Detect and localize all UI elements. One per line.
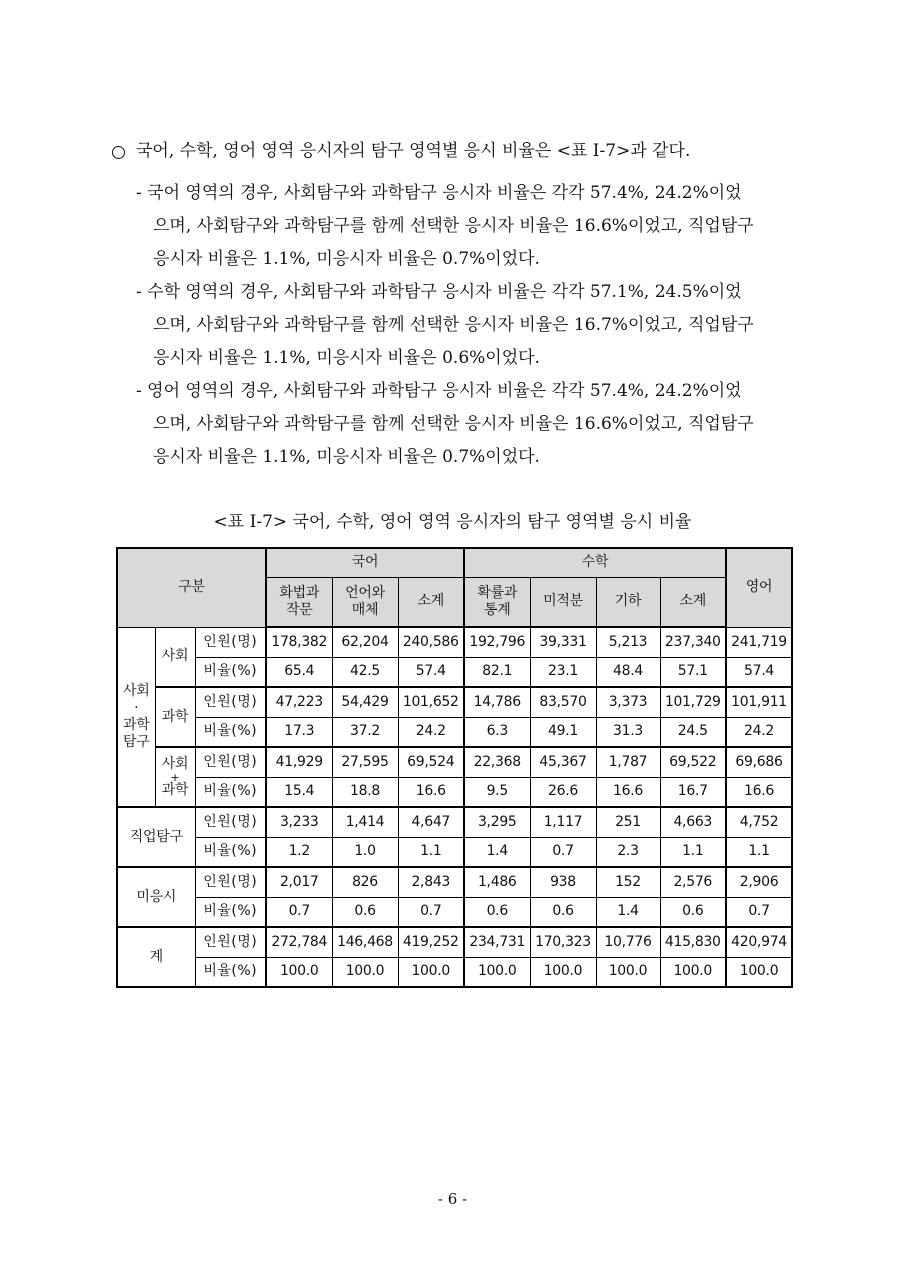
cell: 24.5 [660, 717, 726, 747]
cell: 4,752 [726, 807, 792, 837]
cell: 0.7 [266, 897, 332, 927]
cell: 101,911 [726, 687, 792, 717]
cell: 16.6 [398, 777, 464, 807]
cell: 83,570 [530, 687, 596, 717]
header-subtotal-korean: 소계 [398, 577, 464, 627]
cell: 0.6 [530, 897, 596, 927]
cell: 24.2 [726, 717, 792, 747]
label-ratio: 비율(%) [195, 717, 266, 747]
cell: 5,213 [596, 627, 660, 657]
cell: 1.4 [464, 837, 530, 867]
label-ratio: 비율(%) [195, 657, 266, 687]
cell: 26.6 [530, 777, 596, 807]
label-ratio: 비율(%) [195, 837, 266, 867]
cell: 31.3 [596, 717, 660, 747]
intro-paragraph: 국어, 수학, 영어 영역 응시자의 탐구 영역별 응시 비율은 <표 Ⅰ-7>과 같다. [136, 141, 691, 161]
label-absent: 미응시 [117, 867, 195, 927]
cell: 57.4 [726, 657, 792, 687]
header-math: 수학 [464, 548, 726, 577]
item-3-line-2: 으며, 사회탐구와 과학탐구를 함께 선택한 응시자 비율은 16.6%이었고, 직업탐구 [153, 414, 754, 434]
cell: 101,652 [398, 687, 464, 717]
table-row-both-ratio [117, 777, 792, 807]
cell: 0.7 [726, 897, 792, 927]
cell: 272,784 [266, 927, 332, 957]
cell: 100.0 [660, 957, 726, 987]
table-row-social-ratio [117, 657, 792, 687]
cell: 419,252 [398, 927, 464, 957]
cell: 41,929 [266, 747, 332, 777]
cell: 240,586 [398, 627, 464, 657]
label-count: 인원(명) [195, 687, 266, 717]
cell: 237,340 [660, 627, 726, 657]
cell: 27,595 [332, 747, 398, 777]
cell: 1.1 [726, 837, 792, 867]
cell: 62,204 [332, 627, 398, 657]
label-count: 인원(명) [195, 927, 266, 957]
cell: 192,796 [464, 627, 530, 657]
header-subtotal-math: 소계 [660, 577, 726, 627]
cell: 49.1 [530, 717, 596, 747]
label-count: 인원(명) [195, 807, 266, 837]
table-row-absent-count [117, 867, 792, 897]
item-1-line-2: 으며, 사회탐구와 과학탐구를 함께 선택한 응시자 비율은 16.6%이었고, 직업탐구 [153, 216, 754, 236]
cell: 1.2 [266, 837, 332, 867]
cell: 54,429 [332, 687, 398, 717]
cell: 0.7 [398, 897, 464, 927]
header-english: 영어 [726, 548, 792, 627]
cell: 2,576 [660, 867, 726, 897]
table-row-total-count [117, 927, 792, 957]
label-social-science-inquiry: 사회 · 과학 탐구 [117, 627, 155, 807]
cell: 22,368 [464, 747, 530, 777]
item-3-line-3: 응시자 비율은 1.1%, 미응시자 비율은 0.7%이었다. [153, 447, 540, 467]
cell: 2,843 [398, 867, 464, 897]
page-number: - 6 - [437, 1190, 468, 1208]
cell: 100.0 [464, 957, 530, 987]
bullet-circle-icon [112, 146, 125, 159]
cell: 9.5 [464, 777, 530, 807]
cell: 4,647 [398, 807, 464, 837]
exam-ratio-table [116, 547, 793, 988]
cell: 4,663 [660, 807, 726, 837]
cell: 100.0 [266, 957, 332, 987]
label-vocational: 직업탐구 [117, 807, 195, 867]
label-ratio: 비율(%) [195, 897, 266, 927]
cell: 0.6 [660, 897, 726, 927]
label-count: 인원(명) [195, 747, 266, 777]
cell: 826 [332, 867, 398, 897]
cell: 100.0 [596, 957, 660, 987]
header-hwabeop: 화법과 작문 [266, 577, 332, 627]
cell: 23.1 [530, 657, 596, 687]
cell: 18.8 [332, 777, 398, 807]
cell: 251 [596, 807, 660, 837]
table-row-science-count [117, 687, 792, 717]
label-count: 인원(명) [195, 867, 266, 897]
cell: 24.2 [398, 717, 464, 747]
cell: 16.7 [660, 777, 726, 807]
cell: 47,223 [266, 687, 332, 717]
label-social: 사회 [155, 627, 195, 687]
item-3-line-1: - 영어 영역의 경우, 사회탐구와 과학탐구 응시자 비율은 각각 57.4%, 24.2%이었 [136, 381, 742, 401]
cell: 0.6 [464, 897, 530, 927]
cell: 101,729 [660, 687, 726, 717]
header-probability: 확률과 통계 [464, 577, 530, 627]
cell: 146,468 [332, 927, 398, 957]
header-eoneo: 언어와 매체 [332, 577, 398, 627]
cell: 16.6 [726, 777, 792, 807]
cell: 15.4 [266, 777, 332, 807]
table-row-vocational-ratio [117, 837, 792, 867]
cell: 48.4 [596, 657, 660, 687]
header-calculus: 미적분 [530, 577, 596, 627]
label-social-plus-science: 사회 + 과학 [155, 747, 195, 807]
label-ratio: 비율(%) [195, 957, 266, 987]
cell: 415,830 [660, 927, 726, 957]
cell: 1.1 [660, 837, 726, 867]
item-1-line-1: - 국어 영역의 경우, 사회탐구와 과학탐구 응시자 비율은 각각 57.4%, 24.2%이었 [136, 183, 742, 203]
cell: 100.0 [726, 957, 792, 987]
table-row-absent-ratio [117, 897, 792, 927]
cell: 69,686 [726, 747, 792, 777]
cell: 1.0 [332, 837, 398, 867]
cell: 2,017 [266, 867, 332, 897]
cell: 178,382 [266, 627, 332, 657]
cell: 170,323 [530, 927, 596, 957]
cell: 10,776 [596, 927, 660, 957]
cell: 3,233 [266, 807, 332, 837]
table-row-vocational-count [117, 807, 792, 837]
cell: 2,906 [726, 867, 792, 897]
cell: 1.4 [596, 897, 660, 927]
table-row-social-count [117, 627, 792, 657]
cell: 938 [530, 867, 596, 897]
cell: 0.6 [332, 897, 398, 927]
table-caption: <표 Ⅰ-7> 국어, 수학, 영어 영역 응시자의 탐구 영역별 응시 비율 [213, 512, 692, 532]
cell: 37.2 [332, 717, 398, 747]
cell: 69,522 [660, 747, 726, 777]
header-geometry: 기하 [596, 577, 660, 627]
cell: 420,974 [726, 927, 792, 957]
cell: 100.0 [332, 957, 398, 987]
cell: 0.7 [530, 837, 596, 867]
label-count: 인원(명) [195, 627, 266, 657]
cell: 1,117 [530, 807, 596, 837]
cell: 14,786 [464, 687, 530, 717]
table-row-total-ratio [117, 957, 792, 987]
cell: 2.3 [596, 837, 660, 867]
cell: 1,486 [464, 867, 530, 897]
cell: 17.3 [266, 717, 332, 747]
cell: 39,331 [530, 627, 596, 657]
cell: 82.1 [464, 657, 530, 687]
item-2-line-1: - 수학 영역의 경우, 사회탐구와 과학탐구 응시자 비율은 각각 57.1%, 24.5%이었 [136, 282, 742, 302]
table-row-both-count [117, 747, 792, 777]
cell: 45,367 [530, 747, 596, 777]
cell: 57.4 [398, 657, 464, 687]
header-category: 구분 [117, 548, 266, 627]
cell: 152 [596, 867, 660, 897]
label-ratio: 비율(%) [195, 777, 266, 807]
item-2-line-2: 으며, 사회탐구와 과학탐구를 함께 선택한 응시자 비율은 16.7%이었고, 직업탐구 [153, 315, 754, 335]
label-science: 과학 [155, 687, 195, 747]
cell: 100.0 [530, 957, 596, 987]
cell: 100.0 [398, 957, 464, 987]
cell: 1.1 [398, 837, 464, 867]
cell: 3,373 [596, 687, 660, 717]
cell: 6.3 [464, 717, 530, 747]
cell: 1,787 [596, 747, 660, 777]
cell: 3,295 [464, 807, 530, 837]
cell: 234,731 [464, 927, 530, 957]
item-1-line-3: 응시자 비율은 1.1%, 미응시자 비율은 0.7%이었다. [153, 249, 540, 269]
cell: 16.6 [596, 777, 660, 807]
cell: 65.4 [266, 657, 332, 687]
cell: 42.5 [332, 657, 398, 687]
header-korean: 국어 [266, 548, 464, 577]
cell: 1,414 [332, 807, 398, 837]
table-row-science-ratio [117, 717, 792, 747]
label-total: 계 [117, 927, 195, 987]
cell: 241,719 [726, 627, 792, 657]
cell: 57.1 [660, 657, 726, 687]
header-row-1 [117, 548, 792, 577]
item-2-line-3: 응시자 비율은 1.1%, 미응시자 비율은 0.6%이었다. [153, 348, 540, 368]
cell: 69,524 [398, 747, 464, 777]
